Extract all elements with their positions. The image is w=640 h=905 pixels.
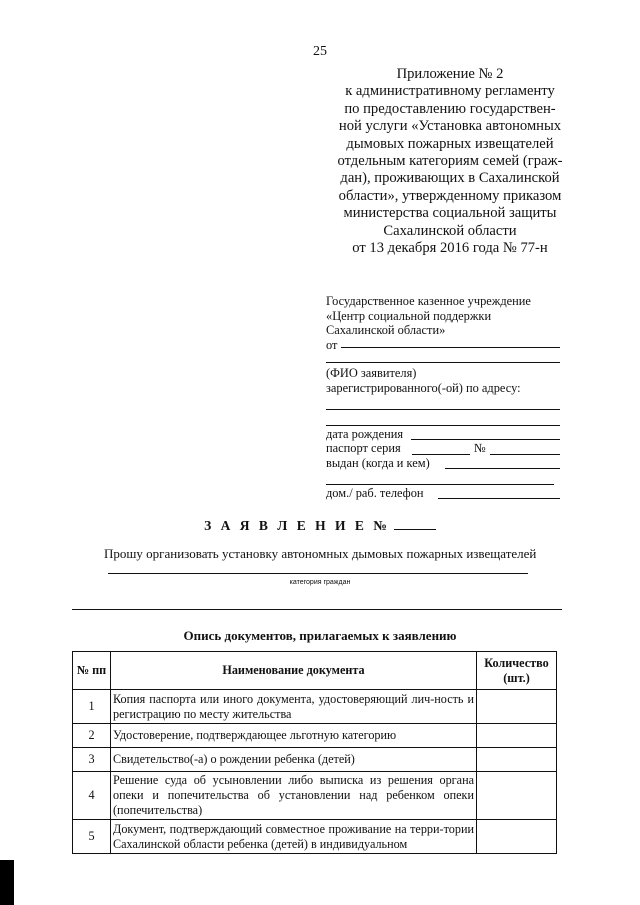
request-text: Прошу организовать установку автономных дымовых пожарных извещателей: [104, 546, 537, 561]
table-row: [73, 724, 557, 748]
passport-series-label: паспорт серия: [326, 441, 401, 455]
from-field-continued[interactable]: [326, 362, 560, 363]
quantity-cell[interactable]: [477, 690, 557, 724]
document-name: Копия паспорта или иного документа, удостоверяющий лич-ность и регистрацию по месту жительства: [111, 690, 477, 724]
registered-label: зарегистрированного(-ой) по адресу:: [326, 381, 521, 395]
inventory-title: Опись документов, прилагаемых к заявлению: [183, 628, 457, 643]
quantity-cell[interactable]: [477, 772, 557, 820]
quantity-cell[interactable]: [477, 820, 557, 854]
statement-title-text: З А Я В Л Е Н И Е №: [204, 518, 390, 533]
passport-series-field[interactable]: [412, 454, 470, 455]
quantity-cell[interactable]: [477, 748, 557, 772]
appendix-line: от 13 декабря 2016 года № 77-н: [352, 240, 548, 257]
addressee-block: [326, 294, 576, 338]
page-number: 25: [313, 44, 327, 59]
issued-by-field-continued[interactable]: [326, 484, 554, 485]
table-row: [73, 820, 557, 854]
appendix-line: области», утвержденному приказом: [338, 187, 562, 204]
table-header-row: [73, 652, 557, 690]
issued-by-label: выдан (когда и кем): [326, 456, 430, 470]
appendix-line: Сахалинской области: [383, 222, 517, 239]
passport-number-field[interactable]: [490, 454, 560, 455]
from-field[interactable]: [341, 347, 560, 348]
category-field-continued[interactable]: [72, 609, 562, 610]
table-row: [73, 690, 557, 724]
scan-edge-mark: [0, 860, 14, 905]
row-number: 2: [73, 724, 111, 748]
document-name: Удостоверение, подтверждающее льготную категорию: [111, 724, 477, 748]
addressee-line: Сахалинской области»: [326, 323, 446, 338]
address-field-1[interactable]: [326, 409, 560, 410]
appendix-line: министерства социальной защиты: [343, 205, 557, 222]
phone-label: дом./ раб. телефон: [326, 486, 424, 500]
from-label: от: [326, 338, 338, 352]
address-field-2[interactable]: [326, 425, 560, 426]
issued-by-field[interactable]: [445, 468, 560, 469]
addressee-line: Государственное казенное учреждение: [326, 294, 531, 308]
phone-field[interactable]: [438, 498, 560, 499]
appendix-line: к административному регламенту: [345, 83, 555, 100]
document-name: Документ, подтверждающий совместное проживание на терри-тории Сахалинской области ребенка (детей) в индивидуальном: [111, 820, 477, 854]
document-name: Решение суда об усыновлении либо выписка из решения органа опеки и попечительства об установлении над ребенком опеки (попечительства): [111, 772, 477, 820]
column-header-quantity-line: Количество: [484, 655, 549, 670]
quantity-cell[interactable]: [477, 724, 557, 748]
birth-date-field[interactable]: [411, 439, 560, 440]
passport-number-label: №: [474, 441, 486, 455]
table-row: [73, 772, 557, 820]
appendix-line: ной услуги «Установка автономных: [338, 118, 562, 135]
category-caption: категория граждан: [289, 579, 351, 586]
appendix-line: дымовых пожарных извещателей: [346, 135, 554, 152]
column-header-quantity: [477, 652, 557, 690]
row-number: 5: [73, 820, 111, 854]
table-row: [73, 748, 557, 772]
birth-date-label: дата рождения: [326, 427, 404, 441]
appendix-line: дан), проживающих в Сахалинской: [340, 170, 560, 187]
statement-title: [0, 517, 640, 534]
column-header-name: Наименование документа: [111, 652, 477, 690]
row-number: 1: [73, 690, 111, 724]
addressee-line: «Центр социальной поддержки: [326, 308, 492, 323]
row-number: 3: [73, 748, 111, 772]
category-field[interactable]: [108, 573, 528, 574]
row-number: 4: [73, 772, 111, 820]
statement-number-field[interactable]: [394, 517, 436, 530]
appendix-header: [300, 66, 600, 257]
appendix-line: Приложение № 2: [396, 66, 504, 82]
appendix-line: отдельным категориям семей (граж-: [337, 153, 563, 170]
column-header-quantity-line: (шт.): [503, 670, 530, 685]
documents-table: [72, 651, 557, 854]
document-name: Свидетельство(-а) о рождении ребенка (детей): [111, 748, 477, 772]
fio-label: (ФИО заявителя): [326, 366, 417, 380]
column-header-num: № пп: [73, 652, 111, 690]
appendix-line: по предоставлению государствен-: [344, 100, 556, 117]
